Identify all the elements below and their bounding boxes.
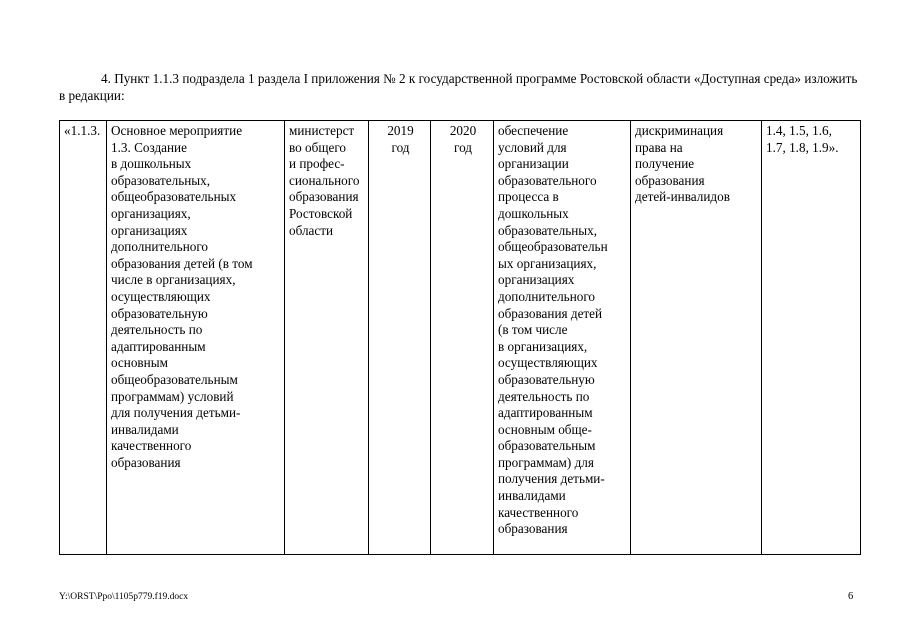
cell-indicators: 1.4, 1.5, 1.6, 1.7, 1.8, 1.9». xyxy=(762,121,861,555)
cell-expected-result: обеспечение условий для организации образовательного процесса в дошкольных образовательных, общеобразовательн ых организациях, организациях дополнительного образования детей (в том числе в организациях, осуществляющих образовательную деятельность по адаптированным основным обще- образовательным программам) для получения детьми- инвалидами качественного образования xyxy=(494,121,631,555)
table-row xyxy=(60,121,861,555)
program-table xyxy=(59,120,861,555)
cell-consequences: дискриминация права на получение образования детей-инвалидов xyxy=(631,121,762,555)
cell-item-number: «1.1.3. xyxy=(60,121,107,555)
page-number: 6 xyxy=(848,591,854,602)
cell-activity: Основное мероприятие 1.3. Создание в дошкольных образовательных, общеобразовательных организациях, организациях дополнительного образования детей (в том числе в организациях, осуществляющих образовательную деятельность по адаптированным основным общеобразовательным программам) условий для получения детьми- инвалидами качественного образования xyxy=(107,121,285,555)
footer-file-path: Y:\ORST\Ppo\1105p779.f19.docx xyxy=(59,592,189,602)
cell-end-year: 2020 год xyxy=(431,121,494,555)
intro-text: 4. Пункт 1.1.3 подраздела 1 раздела I приложения № 2 к государственной программе Ростовской области «Доступная среда» изложить в редакции: xyxy=(59,71,858,103)
cell-executor: министерст во общего и профес- сионального образования Ростовской области xyxy=(285,121,369,555)
cell-start-year: 2019 год xyxy=(369,121,431,555)
intro-paragraph xyxy=(59,70,859,104)
